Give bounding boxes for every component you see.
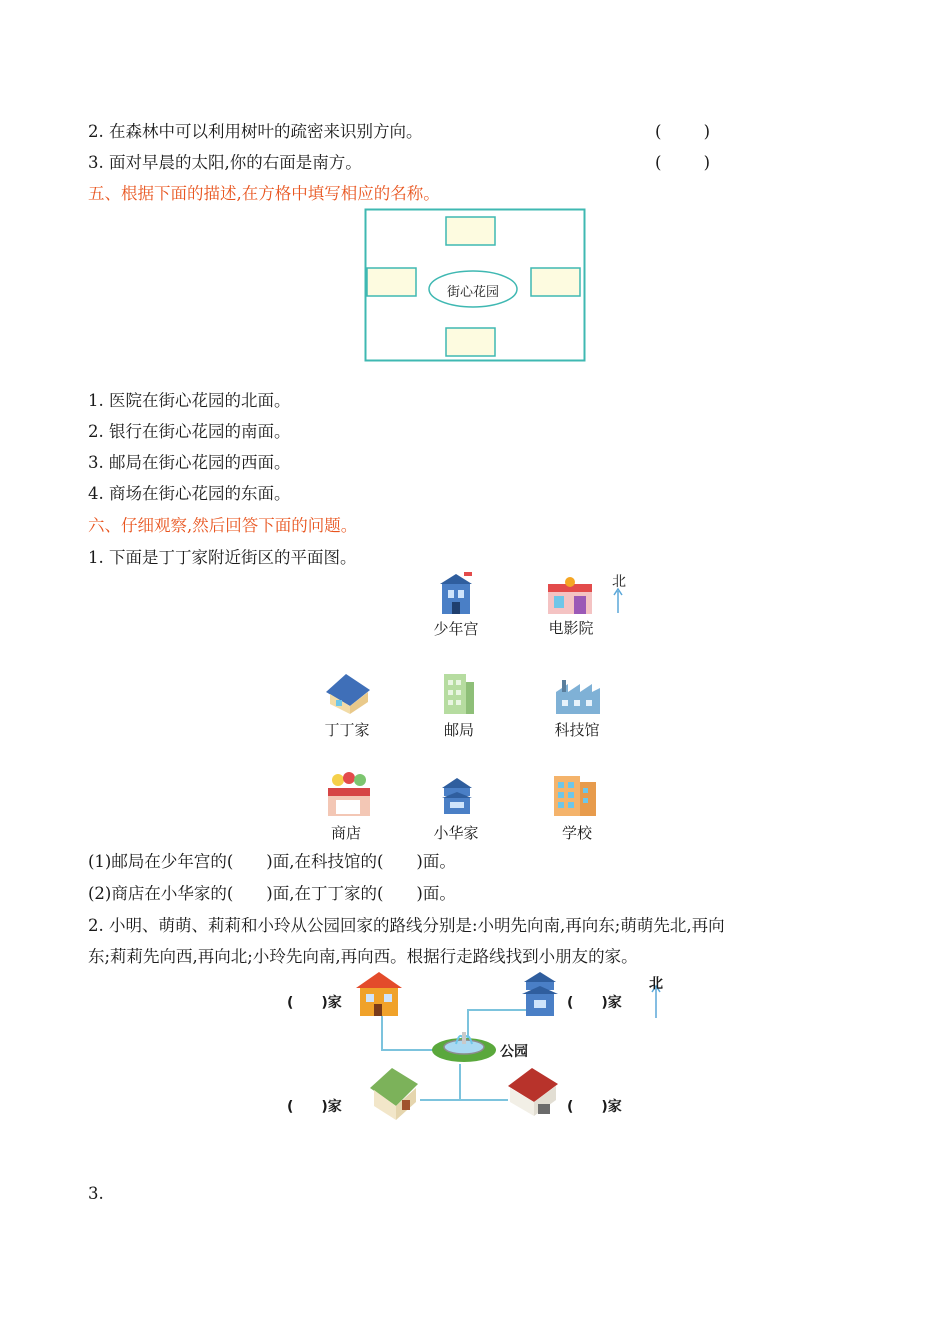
section6-heading: 六、仔细观察,然后回答下面的问题。 [88,516,358,535]
school-icon [552,772,598,818]
clue-1: 1. 医院在街心花园的北面。 [88,391,291,410]
question-3: 3. [88,1184,104,1203]
garden-label: 街心花园 [446,285,499,300]
youth-palace-label: 少年宫 [433,620,479,638]
clue-3: 3. 邮局在街心花园的西面。 [88,453,291,472]
dingding-home-icon [324,670,372,714]
judgement-question-2: 2. 在森林中可以利用树叶的疏密来识别方向。 [88,122,423,141]
clue-2: 2. 银行在街心花园的南面。 [88,422,291,441]
answer-paren-2[interactable]: ( ) [655,122,710,141]
south-box[interactable] [446,328,495,356]
judgement-question-3: 3. 面对早晨的太阳,你的右面是南方。 [88,153,362,172]
shop-icon [326,772,372,818]
science-museum-icon [554,678,602,716]
question-1a: (1)邮局在少年宫的( )面,在科技馆的( )面。 [88,852,456,871]
home-blank-bottomright[interactable]: ( )家 [567,1099,622,1115]
question-1-intro: 1. 下面是丁丁家附近街区的平面图。 [88,548,357,567]
cinema-icon [546,576,594,616]
dingding-home-label: 丁丁家 [324,721,370,739]
park-fountain-icon [432,1032,496,1062]
east-box[interactable] [531,268,580,296]
route-north-label: 北 [649,976,663,992]
clue-4: 4. 商场在街心花园的东面。 [88,484,291,503]
north-box[interactable] [446,217,495,245]
home-blank-topright[interactable]: ( )家 [567,995,622,1011]
xiaohua-home-label: 小华家 [433,824,479,842]
house-bottomright-icon [508,1068,558,1116]
house-topleft-icon [356,972,402,1016]
house-bottomleft-icon [370,1068,418,1120]
route-line-bottomleft [420,1064,460,1100]
youth-palace-icon [436,572,476,616]
house-topright-icon [522,972,558,1016]
home-blank-bottomleft[interactable]: ( )家 [287,1099,342,1115]
park-label: 公园 [500,1044,528,1060]
xiaohua-home-icon [440,776,474,816]
shop-label: 商店 [330,824,361,842]
west-box[interactable] [367,268,416,296]
section5-heading: 五、根据下面的描述,在方格中填写相应的名称。 [88,184,440,203]
science-museum-label: 科技馆 [554,721,600,739]
school-label: 学校 [561,824,592,842]
home-blank-topleft[interactable]: ( )家 [287,995,342,1011]
cinema-label: 电影院 [548,619,594,637]
question-1b: (2)商店在小华家的( )面,在丁丁家的( )面。 [88,884,456,903]
post-office-label: 邮局 [443,721,474,739]
question-2-line1: 2. 小明、萌萌、莉莉和小玲从公园回家的路线分别是:小明先向南,再向东;萌萌先北,再向 [88,916,725,935]
question-2-line2: 东;莉莉先向西,再向北;小玲先向南,再向西。根据行走路线找到小朋友的家。 [88,947,638,966]
post-office-icon [440,672,478,716]
answer-paren-3[interactable]: ( ) [655,153,710,172]
north-label-map: 北 [612,574,626,590]
north-arrow-icon [612,587,624,613]
